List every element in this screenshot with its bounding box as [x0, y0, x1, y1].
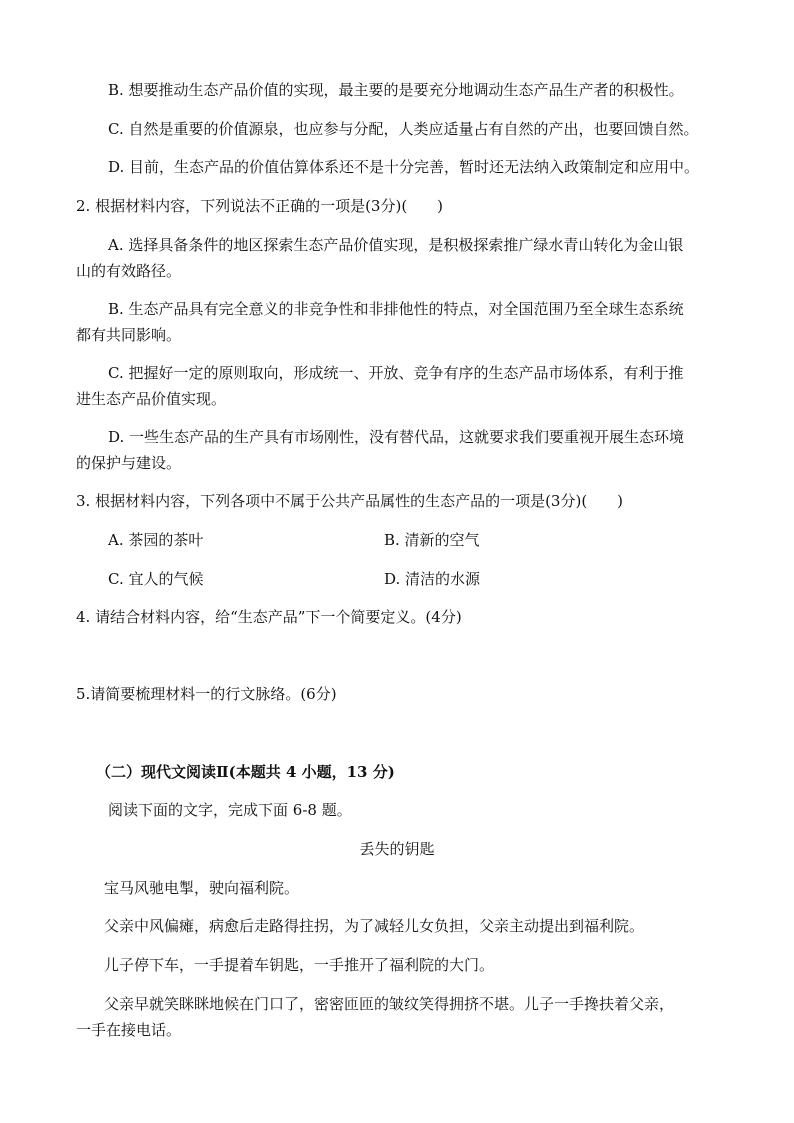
q3-option-b: B. 清新的空气 — [384, 531, 480, 549]
q2-option-a-line1: A. 选择具备条件的地区探索生态产品价值实现，是积极探索推广绿水青山转化为金山银 — [108, 236, 684, 254]
story-paragraph-1: 宝马风驰电掣，驶向福利院。 — [104, 879, 300, 897]
story-paragraph-2: 父亲中风偏瘫，病愈后走路得拄拐，为了减轻儿女负担，父亲主动提出到福利院。 — [104, 917, 645, 935]
q2-option-c-line1: C. 把握好一定的原则取向，形成统一、开放、竞争有序的生态产品市场体系，有利于推 — [108, 364, 684, 382]
q2-stem: 2. 根据材料内容，下列说法不正确的一项是(3分)( ) — [76, 197, 444, 215]
q2-option-c-line2: 进生态产品价值实现。 — [76, 390, 227, 408]
story-title: 丢失的钥匙 — [359, 840, 435, 858]
q3-stem: 3. 根据材料内容，下列各项中不属于公共产品属性的生态产品的一项是(3分)( ) — [76, 492, 624, 510]
story-paragraph-3: 儿子停下车，一手提着车钥匙，一手推开了福利院的大门。 — [104, 956, 495, 974]
reading-instruction: 阅读下面的文字，完成下面 6-8 题。 — [108, 801, 352, 819]
story-paragraph-4-line2: 一手在接电话。 — [76, 1021, 182, 1039]
q4-stem: 4. 请结合材料内容，给“生态产品”下一个简要定义。(4分) — [76, 608, 462, 626]
q1-option-c: C. 自然是重要的价值源泉，也应参与分配，人类应适量占有自然的产出，也要回馈自然。 — [108, 120, 699, 138]
q3-option-a: A. 茶园的茶叶 — [108, 531, 204, 549]
q1-option-d: D. 目前，生态产品的价值估算体系还不是十分完善，暂时还无法纳入政策制定和应用中。 — [108, 158, 700, 176]
section-heading: （二）现代文阅读Ⅱ(本题共 4 小题，13 分) — [96, 763, 395, 781]
q2-option-b-line1: B. 生态产品具有完全意义的非竞争性和非排他性的特点，对全国范围乃至全球生态系统 — [108, 300, 684, 318]
q3-option-c: C. 宜人的气候 — [108, 570, 204, 588]
q3-option-d: D. 清洁的水源 — [384, 570, 481, 588]
q2-option-a-line2: 山的有效路径。 — [76, 262, 182, 280]
q5-stem: 5.请简要梳理材料一的行文脉络。(6分) — [76, 685, 337, 703]
q2-option-b-line2: 都有共同影响。 — [76, 326, 182, 344]
q1-option-b: B. 想要推动生态产品价值的实现，最主要的是要充分地调动生态产品生产者的积极性。 — [108, 81, 684, 99]
q2-option-d-line2: 的保护与建设。 — [76, 454, 182, 472]
story-paragraph-4-line1: 父亲早就笑眯眯地候在门口了，密密匝匝的皱纹笑得拥挤不堪。儿子一手搀扶着父亲， — [104, 995, 675, 1013]
q2-option-d-line1: D. 一些生态产品的生产具有市场刚性，没有替代品，这就要求我们要重视开展生态环境 — [108, 428, 685, 446]
